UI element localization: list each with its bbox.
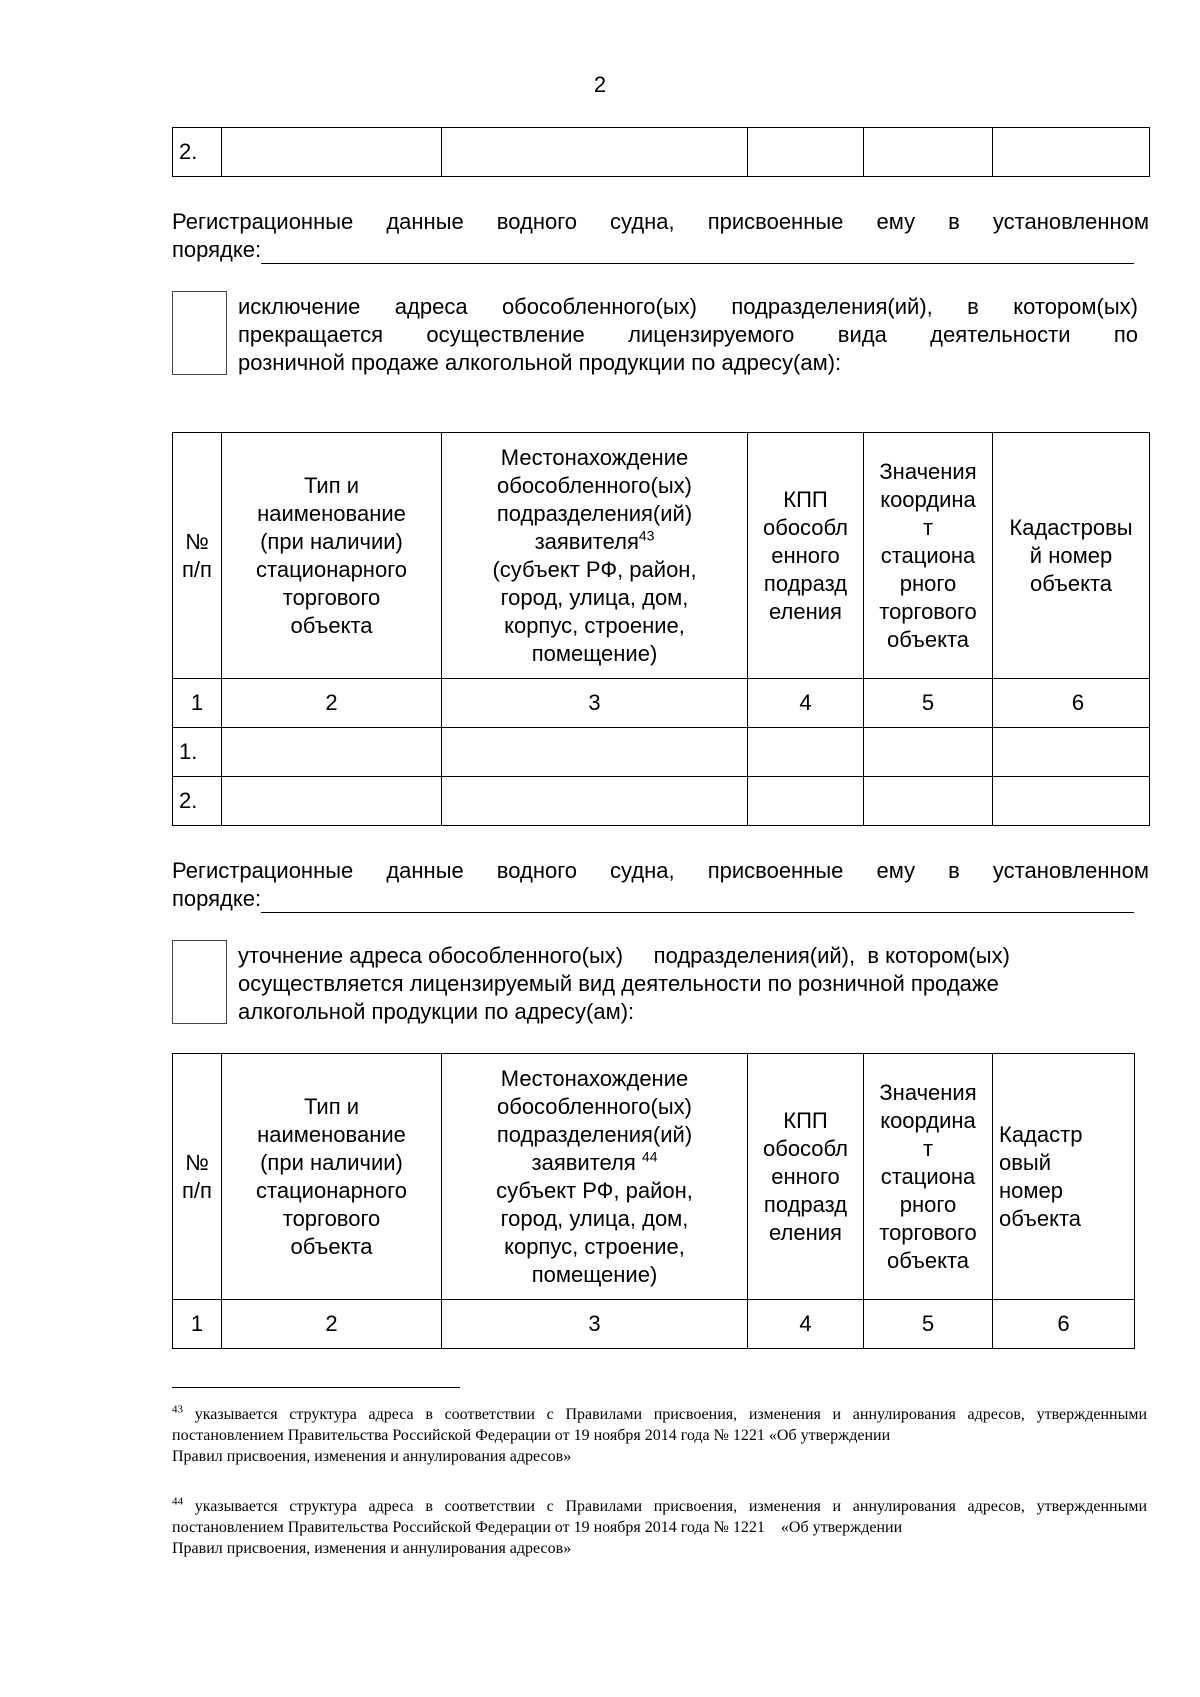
table-cell[interactable] (442, 777, 748, 826)
column-number: 6 (993, 1300, 1135, 1349)
header-kpp: КПП обособл енного подразд еления (748, 433, 864, 679)
footnote-text-end: Правил присвоения, изменения и аннулирования адресов» (172, 1448, 572, 1465)
table-cell[interactable] (748, 728, 864, 777)
row-number: 2. (173, 777, 222, 826)
header-kpp: КПП обособл енного подразд еления (748, 1054, 864, 1300)
clarification-line-2: осуществляется лицензируемый вид деятельности по розничной продаже (238, 971, 999, 996)
table-cell[interactable] (993, 777, 1150, 826)
table-cell[interactable] (748, 777, 864, 826)
column-number: 3 (442, 1300, 748, 1349)
column-number: 5 (864, 679, 993, 728)
column-number: 1 (173, 1300, 222, 1349)
table-cell[interactable] (864, 128, 993, 177)
clarification-option-text (238, 942, 1138, 1026)
exclusion-line-1: исключение адреса обособленного(ых) подразделения(ий), в котором(ых) (238, 294, 1138, 319)
table-cell[interactable] (222, 728, 442, 777)
exclusion-option-text (238, 293, 1138, 377)
table-cell[interactable] (993, 128, 1150, 177)
header-object-type: Тип и наименование (при наличии) стационарного торгового объекта (222, 1054, 442, 1300)
clarification-checkbox[interactable] (172, 940, 227, 1024)
footnote-text-end: Правил присвоения, изменения и аннулирования адресов» (172, 1540, 572, 1557)
column-number: 5 (864, 1300, 993, 1349)
column-number: 2 (222, 1300, 442, 1349)
registration-input-line[interactable] (261, 890, 1134, 913)
top-table (172, 127, 1150, 177)
registration-text: Регистрационные данные водного судна, присвоенные ему в установленном (172, 858, 1149, 883)
header-location-part2: (субъект РФ, район, город, улица, дом, корпус, строение, помещение) (492, 556, 697, 666)
registration-label: порядке: (172, 237, 262, 262)
header-location (442, 1054, 748, 1300)
header-location-part2: субъект РФ, район, город, улица, дом, корпус, строение, помещение) (496, 1177, 693, 1287)
table-cell[interactable] (864, 777, 993, 826)
column-number: 4 (748, 1300, 864, 1349)
column-number: 4 (748, 679, 864, 728)
footnote-ref-43: 43 (638, 527, 655, 544)
footnote-divider (172, 1387, 460, 1388)
footnote-text: указывается структура адреса в соответствии с Правилами присвоения, изменения и аннулирования адресов, утвержденными постановлением Правительства Российской Федерации от 19 ноября 2014 года № 1221 «Об утверждении (172, 1498, 1151, 1536)
exclusion-line-2: прекращается осуществление лицензируемого вида деятельности по (238, 322, 1138, 347)
clarification-table (172, 1053, 1135, 1349)
header-object-type: Тип и наименование (при наличии) стационарного торгового объекта (222, 433, 442, 679)
table-cell[interactable] (748, 128, 864, 177)
table-cell[interactable] (864, 728, 993, 777)
footnote-number: 43 (172, 1403, 183, 1416)
column-number: 3 (442, 679, 748, 728)
header-number: № п/п (173, 433, 222, 679)
header-location-part1: Местонахождение обособленного(ых) подразделения(ий) заявителя (496, 1065, 693, 1175)
registration-paragraph (172, 857, 1149, 913)
exclusion-checkbox[interactable] (172, 291, 227, 375)
table-row (173, 728, 1150, 777)
table-cell[interactable] (442, 128, 748, 177)
registration-input-line[interactable] (261, 241, 1134, 264)
footnote-ref-44: 44 (641, 1148, 658, 1165)
exclusion-line-3: розничной продаже алкогольной продукции по адресу(ам): (238, 350, 842, 375)
row-number: 2. (173, 128, 222, 177)
header-cadastral: Кадастр овый номер объекта (993, 1054, 1135, 1300)
footnote-number: 44 (172, 1495, 183, 1508)
header-number: № п/п (173, 1054, 222, 1300)
footnote-text: указывается структура адреса в соответствии с Правилами присвоения, изменения и аннулирования адресов, утвержденными постановлением Правительства Российской Федерации от 19 ноября 2014 года № 1221 «Об утверждении (172, 1406, 1147, 1444)
clarification-line-1: уточнение адреса обособленного(ых) подразделения(ий), в котором(ых) (238, 943, 1010, 968)
table-cell[interactable] (442, 728, 748, 777)
column-number: 1 (173, 679, 222, 728)
registration-label: порядке: (172, 886, 262, 911)
registration-text: Регистрационные данные водного судна, присвоенные ему в установленном (172, 209, 1149, 234)
table-row (173, 777, 1150, 826)
footnote-43 (172, 1404, 1147, 1467)
header-location-part1: Местонахождение обособленного(ых) подразделения(ий) заявителя (496, 444, 693, 554)
table-cell[interactable] (222, 777, 442, 826)
clarification-line-3: алкогольной продукции по адресу(ам): (238, 999, 635, 1024)
header-cadastral: Кадастровы й номер объекта (993, 433, 1150, 679)
footnote-44 (172, 1495, 1151, 1559)
column-number: 2 (222, 679, 442, 728)
registration-paragraph (172, 208, 1149, 264)
page-number: 2 (593, 72, 607, 97)
table-cell[interactable] (222, 128, 442, 177)
exclusion-table (172, 432, 1150, 826)
row-number: 1. (173, 728, 222, 777)
column-number: 6 (993, 679, 1150, 728)
header-location (442, 433, 748, 679)
header-coordinates: Значения координа т стациона рного торгового объекта (864, 1054, 993, 1300)
header-coordinates: Значения координа т стациона рного торгового объекта (864, 433, 993, 679)
table-cell[interactable] (993, 728, 1150, 777)
